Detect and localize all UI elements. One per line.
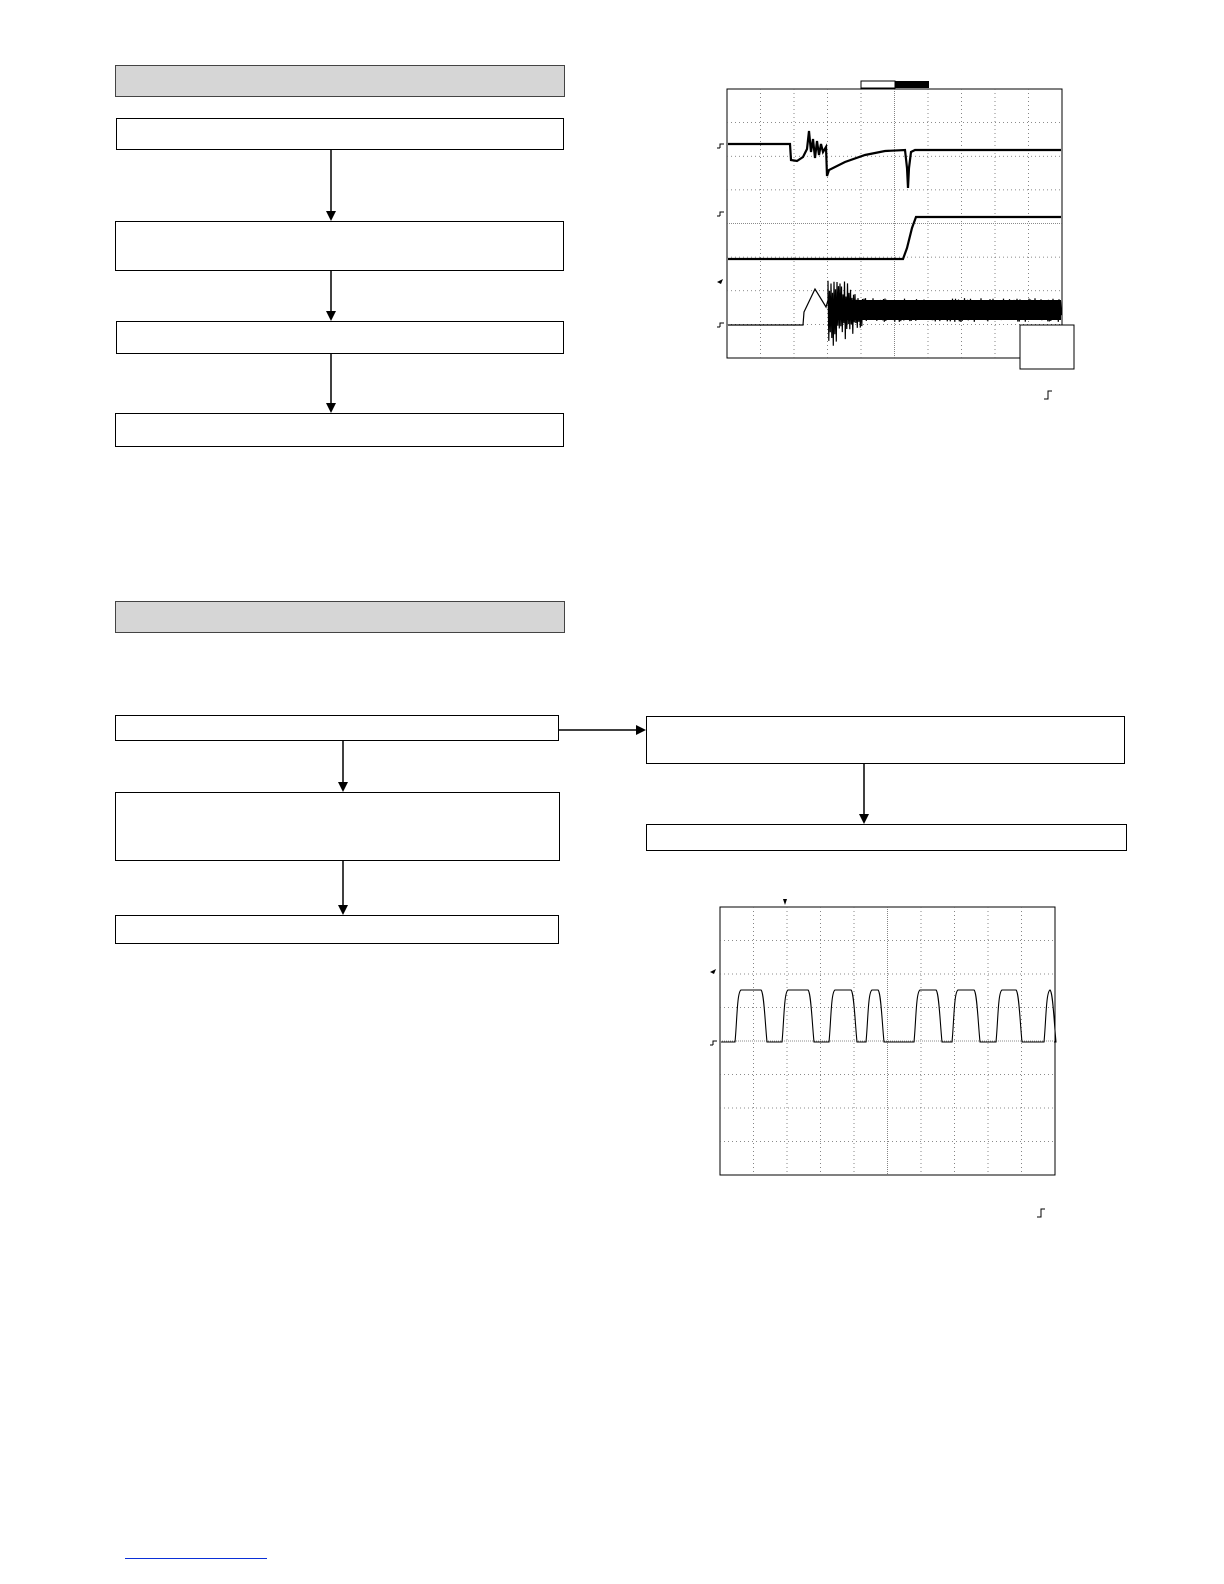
scope-2-pulse-trace bbox=[721, 990, 1056, 1042]
trigger-marker-icon bbox=[710, 969, 716, 974]
scope-1-trace-3-noise-band bbox=[830, 300, 1061, 320]
ground-marker-icon bbox=[717, 144, 724, 148]
slope-icon bbox=[1044, 391, 1052, 399]
scope-2 bbox=[710, 899, 1056, 1217]
scope-1-readout-box bbox=[1020, 325, 1074, 369]
slope-icon bbox=[1037, 1209, 1045, 1217]
ground-marker-icon bbox=[710, 1041, 717, 1045]
scope-2-grid bbox=[720, 907, 1055, 1175]
flowchart-2-arrows bbox=[343, 730, 864, 913]
scope-1-status-bar-white bbox=[861, 81, 895, 88]
ground-marker-icon bbox=[717, 212, 724, 216]
footer-link-underline bbox=[125, 1558, 267, 1559]
trigger-marker-icon bbox=[717, 279, 723, 284]
scope-1 bbox=[717, 81, 1074, 399]
trigger-marker-icon bbox=[783, 899, 787, 905]
scope-1-status-bar-black bbox=[895, 81, 929, 88]
ground-marker-icon bbox=[717, 323, 724, 327]
